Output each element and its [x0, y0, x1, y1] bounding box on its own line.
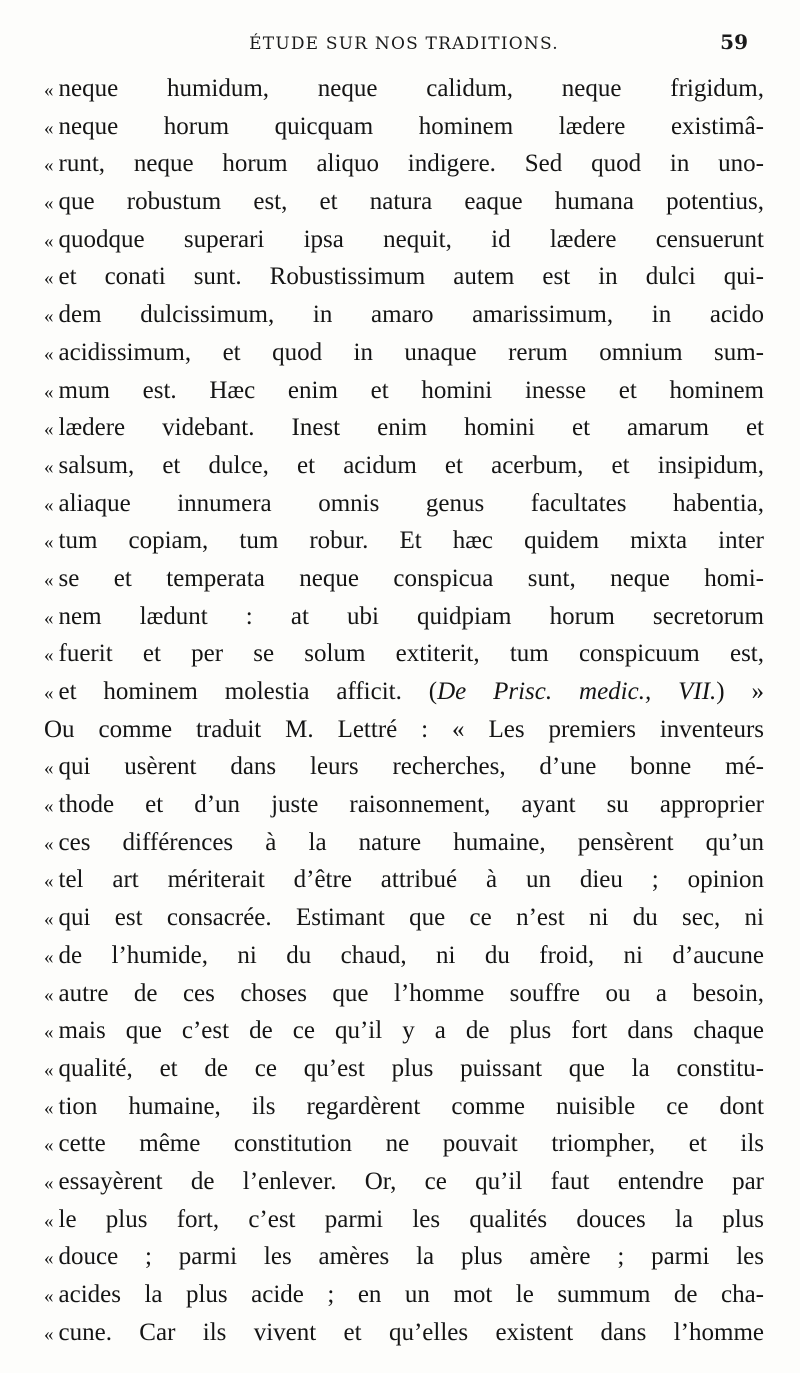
text-line [44, 372, 764, 410]
text-line [44, 1050, 764, 1088]
line-text: et conati sunt. Robustissimum autem est in dulci qui- [58, 263, 764, 291]
line-text: que robustum est, et natura eaque humana potentius, [58, 188, 764, 216]
line-text: qualité, et de ce qu’est plus puissant que la constitu- [58, 1054, 764, 1082]
line-text: thode et d’un juste raisonnement, ayant su approprier [58, 791, 764, 819]
line-text: nem lædunt : at ubi quidpiam horum secretorum [58, 602, 764, 630]
quote-mark: « [44, 381, 54, 403]
quote-mark: « [44, 607, 54, 629]
text-line [44, 824, 764, 862]
text-line [44, 711, 764, 749]
quote-mark: « [44, 268, 54, 290]
quote-mark: « [44, 532, 54, 554]
quote-mark: « [44, 1323, 54, 1345]
quote-mark: « [44, 758, 54, 780]
text-line [44, 409, 764, 447]
quote-mark: « [44, 871, 54, 893]
text-line [44, 861, 764, 899]
quote-mark: « [44, 1135, 54, 1157]
line-text: lædere videbant. Inest enim homini et amarum et [58, 414, 764, 442]
line-text: qui est consacrée. Estimant que ce n’est ni du sec, ni [58, 904, 764, 932]
quote-mark: « [44, 909, 54, 931]
line-text: runt, neque horum aliquo indigere. Sed quod in uno- [58, 150, 764, 178]
quote-mark: « [44, 1059, 54, 1081]
text-line [44, 975, 764, 1013]
running-title: ÉTUDE SUR NOS TRADITIONS. [249, 34, 559, 54]
quote-mark: « [44, 833, 54, 855]
line-text: cette même constitution ne pouvait triompher, et ils [58, 1130, 764, 1158]
line-text: neque humidum, neque calidum, neque frigidum, [58, 75, 764, 102]
text-line [44, 108, 764, 146]
text-line [44, 899, 764, 937]
text-line [44, 1125, 764, 1163]
text-line [44, 447, 764, 485]
line-text: et hominem molestia afficit. ( [58, 678, 438, 705]
line-text: qui usèrent dans leurs recherches, d’une bonne mé- [58, 753, 764, 781]
line-text: mais que c’est de ce qu’il y a de plus fort dans chaque [58, 1017, 764, 1045]
text-line [44, 1201, 764, 1239]
quote-mark: « [44, 569, 54, 591]
text-line [44, 485, 764, 523]
quote-mark: « [44, 1210, 54, 1232]
line-text: tum copiam, tum robur. Et hæc quidem mixta inter [58, 527, 764, 555]
quote-mark: « [44, 230, 54, 252]
text-line [44, 1314, 764, 1352]
text-line [44, 598, 764, 636]
text-line [44, 1276, 764, 1314]
text-line [44, 1088, 764, 1126]
text-line [44, 748, 764, 786]
quote-mark: « [44, 80, 54, 101]
closing-quote: ) » [716, 678, 764, 705]
text-line [44, 673, 764, 711]
quote-mark: « [44, 1097, 54, 1119]
line-text: dem dulcissimum, in amaro amarissimum, in acido [58, 301, 764, 329]
quote-mark: « [44, 1286, 54, 1307]
quote-mark: « [44, 155, 54, 177]
quote-mark: « [44, 343, 54, 365]
line-text: fuerit et per se solum extiterit, tum conspicuum est, [58, 640, 764, 668]
line-text: Ou comme traduit M. Lettré : « Les premiers inventeurs [44, 715, 764, 743]
line-text: autre de ces choses que l’homme souffre ou a besoin, [58, 979, 764, 1007]
quote-mark: « [44, 419, 54, 441]
line-text: mum est. Hæc enim et homini inesse et hominem [58, 376, 764, 404]
quote-mark: « [44, 117, 54, 139]
text-line [44, 258, 764, 296]
quote-mark: « [44, 946, 54, 968]
line-text: se et temperata neque conspicua sunt, neque homi- [58, 564, 764, 592]
line-text: douce ; parmi les amères la plus amère ; parmi les [58, 1243, 764, 1271]
line-text: tion humaine, ils regardèrent comme nuisible ce dont [58, 1092, 764, 1120]
quote-mark: « [44, 1172, 54, 1194]
text-line [44, 221, 764, 259]
text-line [44, 786, 764, 824]
text-line [44, 635, 764, 673]
running-head [44, 26, 764, 66]
text-line [44, 145, 764, 183]
text-line [44, 183, 764, 221]
line-text: de l’humide, ni du chaud, ni du froid, ni d’aucune [58, 941, 764, 969]
citation-reference: De Prisc. medic., VII. [437, 678, 717, 705]
line-text: aliaque innumera omnis genus facultates habentia, [58, 489, 764, 517]
quote-mark: « [44, 984, 54, 1006]
quote-mark: « [44, 494, 54, 516]
text-line [44, 334, 764, 372]
text-line [44, 1163, 764, 1201]
quote-mark: « [44, 306, 54, 328]
quote-mark: « [44, 796, 54, 818]
text-line [44, 1012, 764, 1050]
page-number: 59 [720, 30, 748, 54]
quote-mark: « [44, 1022, 54, 1044]
quote-mark: « [44, 456, 54, 478]
text-line [44, 1238, 764, 1276]
line-text: neque horum quicquam hominem lædere existimâ- [58, 112, 764, 140]
quote-mark: « [44, 193, 54, 215]
text-line [44, 937, 764, 975]
text-line [44, 296, 764, 334]
line-text: essayèrent de l’enlever. Or, ce qu’il faut entendre par [58, 1167, 764, 1195]
quote-mark: « [44, 683, 54, 704]
line-text: acidissimum, et quod in unaque rerum omnium sum- [58, 338, 764, 366]
quote-mark: « [44, 1248, 54, 1270]
text-line [44, 522, 764, 560]
line-text: quodque superari ipsa nequit, id lædere censuerunt [58, 225, 764, 253]
quote-mark: « [44, 645, 54, 667]
line-text: ces différences à la nature humaine, pensèrent qu’un [58, 828, 764, 856]
line-text: salsum, et dulce, et acidum et acerbum, et insipidum, [58, 451, 764, 479]
line-text: tel art mériterait d’être attribué à un dieu ; opinion [58, 866, 764, 894]
line-text: cune. Car ils vivent et qu’elles existent dans l’homme [58, 1318, 764, 1346]
text-line [44, 70, 764, 108]
body-text [44, 70, 764, 1351]
line-text: le plus fort, c’est parmi les qualités douces la plus [58, 1205, 764, 1233]
text-line [44, 560, 764, 598]
line-text: acides la plus acide ; en un mot le summum de cha- [58, 1281, 764, 1308]
